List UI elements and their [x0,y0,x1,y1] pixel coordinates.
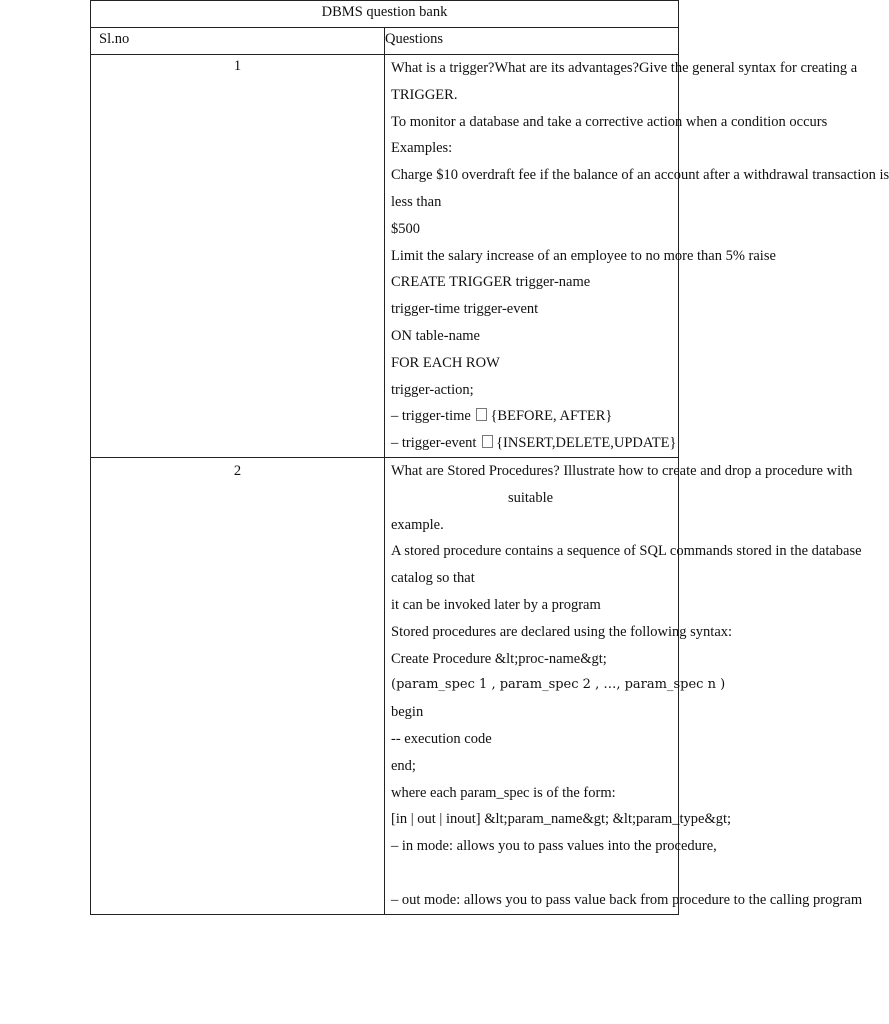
q1-line: TRIGGER. [391,86,458,103]
q2-line: catalog so that [391,570,475,587]
question-row-2 [91,457,679,914]
question-number: 1 [233,58,242,74]
question-bank-page [90,0,889,915]
q2-line: – out mode: allows you to pass value back from procedure to the calling program [391,891,863,908]
q2-line: example. [391,516,444,533]
q2-line: – in mode: allows you to pass values into the procedure, [391,838,717,855]
question-1-body [385,55,889,458]
q2-line: -- execution code [391,730,492,747]
q1-line: To monitor a database and take a corrective action when a condition occurs [391,113,828,130]
q1-line: Limit the salary increase of an employee to no more than 5% raise [391,247,776,264]
trigger-event-values: {INSERT,DELETE,UPDATE} [496,435,677,452]
q2-line: begin [391,704,424,721]
q1-line: What is a trigger?What are its advantages?Give the general syntax for creating a [391,60,858,76]
blank-line [391,860,670,887]
q1-line: Examples: [391,140,453,157]
header-row [91,28,679,55]
q2-params-line: (param_spec 1 , param_spec 2 , …, param_spec n ) [391,677,726,693]
q1-line: less than [391,193,442,210]
question-row-1 [91,55,679,458]
document-title: DBMS question bank [91,1,679,28]
question-table [90,0,889,915]
q1-line: ON table-name [391,327,480,344]
trigger-time-values: {BEFORE, AFTER} [490,408,613,425]
q2-line: it can be invoked later by a program [391,596,601,613]
q2-line: Create Procedure &lt;proc-name&gt; [391,650,607,667]
q2-line: end; [391,757,416,774]
header-questions: Questions [385,28,679,55]
q2-line: A stored procedure contains a sequence of SQL commands stored in the database [391,543,862,560]
q2-line: Stored procedures are declared using the following syntax: [391,623,733,640]
missing-glyph-icon [482,435,493,448]
q1-line: $500 [391,220,420,237]
q1-line: FOR EACH ROW [391,354,500,371]
q1-trigger-time-line [391,403,670,430]
missing-glyph-icon [476,408,487,421]
title-row [91,1,679,28]
q1-line: trigger-time trigger-event [391,301,539,318]
trigger-event-prefix: – trigger-event [391,435,477,452]
question-number: 2 [233,462,242,479]
q1-line: CREATE TRIGGER trigger-name [391,274,591,291]
q1-line: Charge $10 overdraft fee if the balance of an account after a withdrawal transaction is [391,167,889,184]
header-slno: Sl.no [91,28,385,55]
trigger-time-prefix: – trigger-time [391,408,471,425]
q1-trigger-event-line [391,430,677,457]
q1-line: trigger-action; [391,381,474,398]
q2-line: [in | out | inout] &lt;param_name&gt; &lt;param_type&gt; [391,811,732,828]
q2-heading-line: What are Stored Procedures? Illustrate how to create and drop a procedure with [391,462,853,479]
question-2-body [385,457,863,914]
q2-line: where each param_spec is of the form: [391,784,616,801]
q2-heading-line: suitable [507,489,554,506]
